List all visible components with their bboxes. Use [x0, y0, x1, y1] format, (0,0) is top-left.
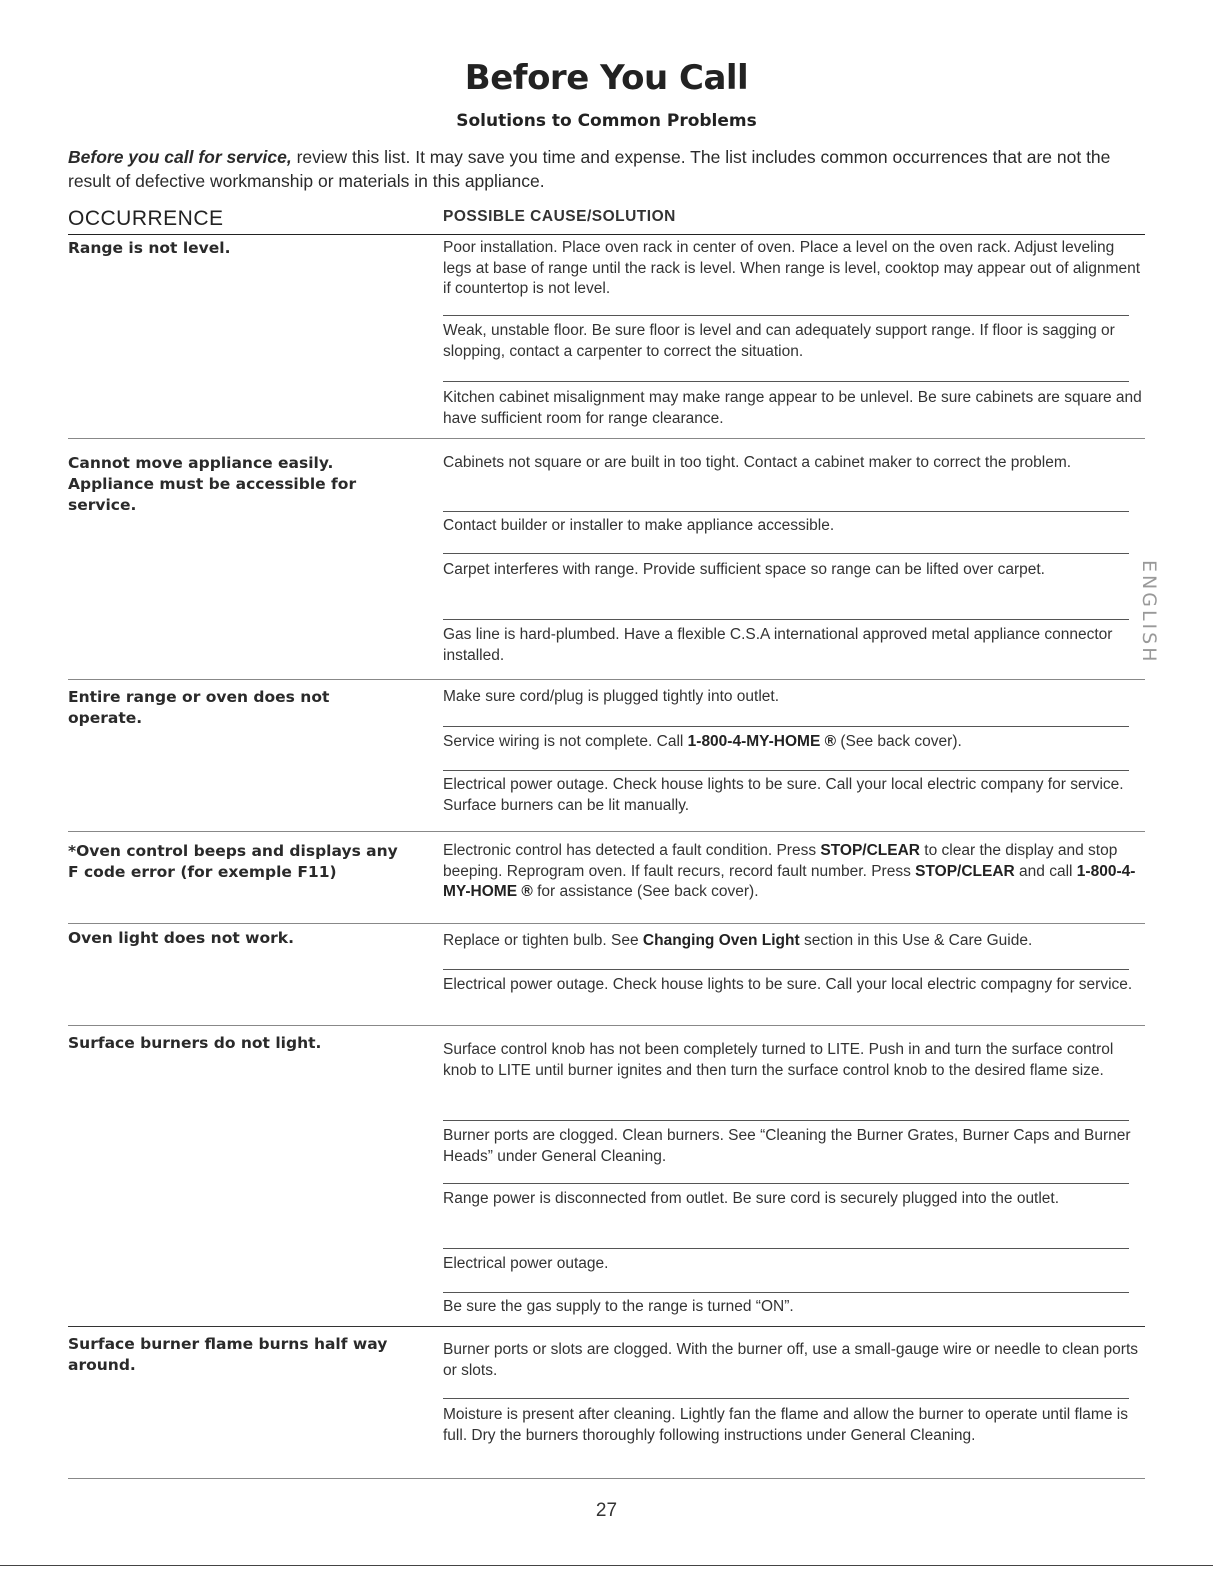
solution-divider — [443, 1292, 1129, 1293]
solution-divider — [443, 1398, 1129, 1399]
page-title: Before You Call — [464, 58, 749, 98]
solution-divider — [443, 381, 1129, 382]
occurrence-label: Range is not level. — [68, 239, 231, 257]
solution-text: Poor installation. Place oven rack in center of oven. Place a level on the oven rack. Adjust leveling legs at base of range until the rack is level. When range is level, cooktop may appear out of alignment if countertop is not level. — [443, 239, 1141, 297]
solution-text: Contact builder or installer to make appliance accessible. — [443, 517, 835, 534]
troubleshooting-row — [68, 832, 1145, 924]
occurrence-label: Cannot move appliance easily. Appliance must be accessible for service. — [68, 454, 357, 514]
intro-paragraph — [68, 145, 1148, 193]
solution-divider — [443, 770, 1129, 771]
solution-divider — [443, 315, 1129, 316]
occurrence-label: Entire range or oven does not operate. — [68, 688, 330, 727]
solution-text: Cabinets not square or are built in too tight. Contact a cabinet maker to correct the problem. — [443, 454, 1072, 471]
occurrence-label: *Oven control beeps and displays any F code error (for exemple F11) — [68, 842, 398, 881]
page-bottom-rule — [0, 1565, 1213, 1566]
troubleshooting-row — [68, 924, 1145, 1026]
solution-text: Weak, unstable floor. Be sure floor is level and can adequately support range. If floor is sagging or slopping, contact a carpenter to correct the situation. — [443, 322, 1115, 360]
language-side-tab: ENGLISH — [1138, 560, 1160, 665]
solution-text: Surface control knob has not been completely turned to LITE. Push in and turn the surface control knob to LITE until burner ignites and then turn the surface control knob to the desired flame size. — [443, 1041, 1114, 1079]
solution-divider — [443, 1248, 1129, 1249]
solution-text: Be sure the gas supply to the range is turned “ON”. — [443, 1298, 794, 1315]
intro-text: review this list. It may save you time and expense. The list includes common occurrences that are not the result of defective workmanship or materials in this appliance. — [68, 147, 1111, 191]
solution-text: Replace or tighten bulb. See Changing Oven Light section in this Use & Care Guide. — [443, 932, 1033, 949]
solution-divider — [443, 619, 1129, 620]
solution-text: Electronic control has detected a fault condition. Press STOP/CLEAR to clear the display and stop beeping. Reprogram oven. If fault recurs, record fault number. Press STOP/CLEAR and call 1-800-4-MY-HOME ® for assistance (See back cover). — [443, 842, 1136, 900]
solution-divider — [443, 553, 1129, 554]
solution-text: Service wiring is not complete. Call 1-800-4-MY-HOME ® (See back cover). — [443, 733, 962, 750]
solution-text: Make sure cord/plug is plugged tightly into outlet. — [443, 688, 780, 705]
solution-text: Range power is disconnected from outlet. Be sure cord is securely plugged into the outlet. — [443, 1190, 1060, 1207]
troubleshooting-row — [68, 680, 1145, 832]
solution-text: Burner ports are clogged. Clean burners. See “Cleaning the Burner Grates, Burner Caps and Burner Heads” under General Cleaning. — [443, 1127, 1131, 1165]
solution-divider — [443, 511, 1129, 512]
troubleshooting-row — [68, 235, 1145, 439]
solution-text: Electrical power outage. Check house lights to be sure. Call your local electric company for service. Surface burners can be lit manually. — [443, 776, 1124, 814]
solution-text: Gas line is hard-plumbed. Have a flexible C.S.A international approved metal appliance connector installed. — [443, 626, 1113, 664]
page-number: 27 — [595, 1500, 618, 1521]
solution-divider — [443, 1120, 1129, 1121]
solution-text: Burner ports or slots are clogged. With the burner off, use a small-gauge wire or needle to clean ports or slots. — [443, 1341, 1138, 1379]
solution-text: Carpet interferes with range. Provide sufficient space so range can be lifted over carpet. — [443, 561, 1045, 578]
solution-divider — [443, 969, 1129, 970]
solution-text: Electrical power outage. — [443, 1255, 609, 1272]
column-header-solution: POSSIBLE CAUSE/SOLUTION — [443, 208, 676, 225]
solution-text: Moisture is present after cleaning. Lightly fan the flame and allow the burner to operate until flame is full. Dry the burners thoroughly following instructions under General Cleaning. — [443, 1406, 1128, 1444]
column-header-occurrence: OCCURRENCE — [68, 207, 224, 230]
troubleshooting-row — [68, 1026, 1145, 1327]
intro-lead: Before you call for service, — [68, 147, 292, 167]
occurrence-label: Surface burners do not light. — [68, 1034, 322, 1052]
occurrence-label: Oven light does not work. — [68, 929, 294, 947]
troubleshooting-row — [68, 439, 1145, 680]
occurrence-label: Surface burner flame burns half way around. — [68, 1335, 388, 1374]
solution-divider — [443, 1183, 1129, 1184]
row-divider — [68, 1478, 1145, 1479]
troubleshooting-row — [68, 1327, 1145, 1479]
page-subtitle: Solutions to Common Problems — [456, 111, 757, 131]
solution-text: Electrical power outage. Check house lights to be sure. Call your local electric compagny for service. — [443, 976, 1133, 993]
solution-text: Kitchen cabinet misalignment may make range appear to be unlevel. Be sure cabinets are square and have sufficient room for range clearance. — [443, 389, 1142, 427]
solution-divider — [443, 726, 1129, 727]
